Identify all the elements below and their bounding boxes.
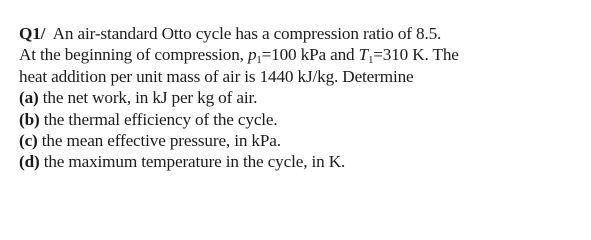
item-text-a: the net work, in kJ per kg of air. <box>42 88 258 108</box>
problem-statement <box>19 23 585 173</box>
question-number: Q1/ <box>19 24 46 43</box>
list-item <box>19 151 585 172</box>
pressure-symbol: p <box>247 45 257 65</box>
item-label-d: (d) <box>19 152 40 172</box>
temperature-value: =310 K. The <box>373 45 459 65</box>
question-text-2: At the beginning of compression, <box>19 45 244 65</box>
question-line-3 <box>19 66 585 87</box>
item-text-d: the maximum temperature in the cycle, in K. <box>43 152 346 172</box>
question-line-2 <box>19 44 585 65</box>
question-text-1: An air-standard Otto cycle has a compression ratio of 8.5. <box>52 24 442 43</box>
temperature-symbol: T <box>358 45 369 65</box>
list-item <box>19 87 585 108</box>
item-text-b: the thermal efficiency of the cycle. <box>43 109 278 129</box>
list-item <box>19 130 585 151</box>
question-text-3: heat addition per unit mass of air is 1440 kJ/kg. Determine <box>19 66 414 86</box>
item-label-c: (c) <box>19 131 38 151</box>
item-label-b: (b) <box>19 109 40 129</box>
item-label-a: (a) <box>19 88 39 108</box>
pressure-subscript: 1 <box>256 55 262 67</box>
question-line-1 <box>19 23 585 44</box>
item-text-c: the mean effective pressure, in kPa. <box>41 131 281 151</box>
pressure-value: =100 kPa and <box>261 45 355 65</box>
temperature-subscript: 1 <box>368 55 374 67</box>
list-item <box>19 109 585 130</box>
